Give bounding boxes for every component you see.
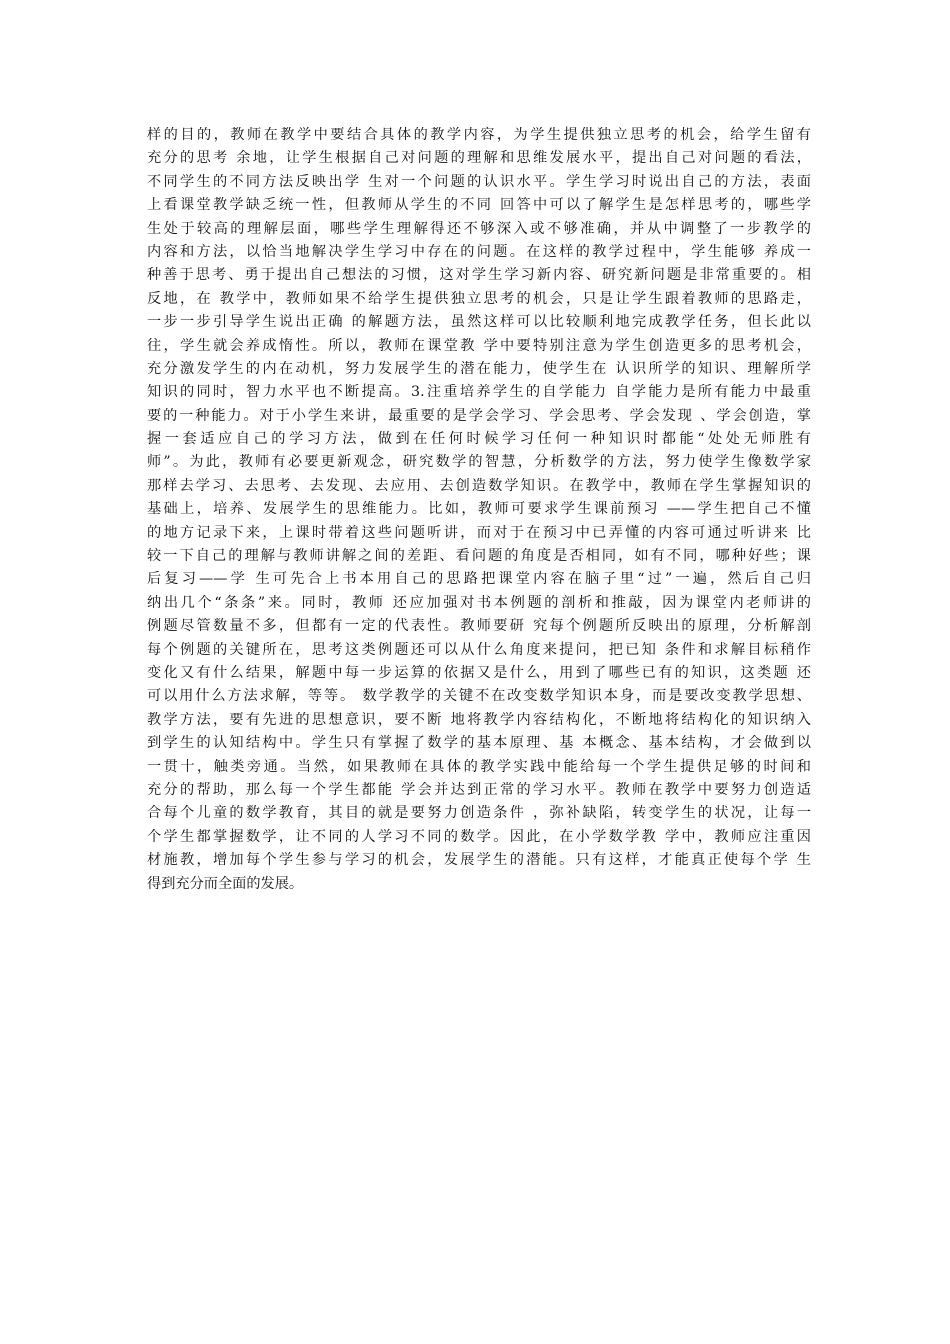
text-line: 那样去学习、去思考、去发现、去应用、去创造数学知识。在教学中，教师在学生掌握知识的 — [147, 477, 811, 494]
text-line: 一贯十，触类旁通。当然，如果教师在具体的教学实践中能给每一个学生提供足够的时间和 — [147, 758, 811, 775]
text-line: 往，学生就会养成惰性。所以，教师在课堂教 学中要特别注意为学生创造更多的思考机会， — [147, 337, 811, 354]
text-line: 充分的思考 余地，让学生根据自己对问题的理解和思维发展水平，提出自己对问题的看法， — [147, 150, 811, 167]
text-line: 一步一步引导学生说出正确 的解题方法，虽然这样可以比较顺利地完成教学任务，但长此以 — [147, 314, 811, 331]
text-line: 可以用什么方法求解，等等。 数学教学的关键不在改变数学知识本身，而是要改变教学思想、 — [147, 688, 811, 705]
text-line: 握一套适应自己的学习方法，做到在任何时候学习任何一种知识时都能“处处无师胜有 — [147, 431, 811, 448]
text-line: 样的目的，教师在教学中要结合具体的教学内容，为学生提供独立思考的机会，给学生留有 — [147, 127, 811, 143]
text-line: 基础上，培养、发展学生的思维能力。比如，教师可要求学生课前预习 ——学生把自己不懂 — [147, 501, 811, 518]
text-line: 变化又有什么结果，解题中每一步运算的依据又是什么，用到了哪些已有的知识，这类题 还 — [147, 664, 811, 681]
text-line: 生处于较高的理解层面，哪些学生理解得还不够深入或不够准确，并从中调整了一步教学的 — [147, 220, 811, 237]
text-line: 到学生的认知结构中。学生只有掌握了数学的基本原理、基 本概念、基本结构，才会做到以 — [147, 735, 811, 752]
text-line: 得到充分而全面的发展。 — [147, 875, 304, 892]
text-line: 后复习——学 生可先合上书本用自己的思路把课堂内容在脑子里“过”一遍，然后自己归 — [147, 571, 811, 588]
text-line: 种善于思考、勇于提出自己想法的习惯，这对学生学习新内容、研究新问题是非常重要的。相 — [147, 267, 811, 284]
text-line: 每个例题的关键所在，思考这类例题还可以从什么角度来提问，把已知 条件和求解目标稍作 — [147, 641, 811, 658]
text-line: 上看课堂教学缺乏统一性，但教师从学生的不同 回答中可以了解学生是怎样思考的，哪些学 — [147, 197, 811, 214]
text-line: 个学生都掌握数学，让不同的人学习不同的数学。因此，在小学数学教 学中，教师应注重因 — [147, 828, 811, 845]
text-line: 师”。为此，教师有必要更新观念，研究数学的智慧，分析数学的方法，努力使学生像数学家 — [147, 454, 811, 471]
body-paragraph — [147, 124, 811, 896]
text-line: 不同学生的不同方法反映出学 生对一个问题的认识水平。学生学习时说出自己的方法，表面 — [147, 173, 811, 190]
text-line: 要的一种能力。对于小学生来讲，最重要的是学会学习、学会思考、学会发现 、学会创造，掌 — [147, 407, 811, 424]
text-line: 合每个儿童的数学教育，其目的就是要努力创造条件 ，弥补缺陷，转变学生的状况，让每一 — [147, 805, 811, 822]
text-line: 知识的同时，智力水平也不断提高。3.注重培养学生的自学能力 自学能力是所有能力中最重 — [147, 384, 811, 401]
text-line: 较一下自己的理解与教师讲解之间的差距、看问题的角度是否相同，如有不同，哪种好些；课 — [147, 548, 811, 565]
text-line: 的地方记录下来，上课时带着这些问题听讲，而对于在预习中已弄懂的内容可通过听讲来 比 — [147, 524, 811, 541]
text-line: 教学方法，要有先进的思想意识，要不断 地将教学内容结构化，不断地将结构化的知识纳入 — [147, 711, 811, 728]
text-line: 材施教，增加每个学生参与学习的机会，发展学生的潜能。只有这样，才能真正使每个学 生 — [147, 852, 811, 869]
text-line: 充分激发学生的内在动机，努力发展学生的潜在能力，使学生在 认识所学的知识、理解所学 — [147, 360, 811, 377]
text-line: 充分的帮助，那么每一个学生都能 学会并达到正常的学习水平。教师在教学中要努力创造适 — [147, 781, 811, 798]
text-line: 内容和方法，以恰当地解决学生学习中存在的问题。在这样的教学过程中，学生能够 养成一 — [147, 243, 811, 260]
text-line: 例题尽管数量不多，但都有一定的代表性。教师要研 究每个例题所反映出的原理，分析解剖 — [147, 618, 811, 635]
text-line: 反地，在 教学中，教师如果不给学生提供独立思考的机会，只是让学生跟着教师的思路走， — [147, 290, 811, 307]
text-line: 纳出几个“条条”来。同时，教师 还应加强对书本例题的剖析和推敲，因为课堂内老师讲的 — [147, 594, 811, 611]
